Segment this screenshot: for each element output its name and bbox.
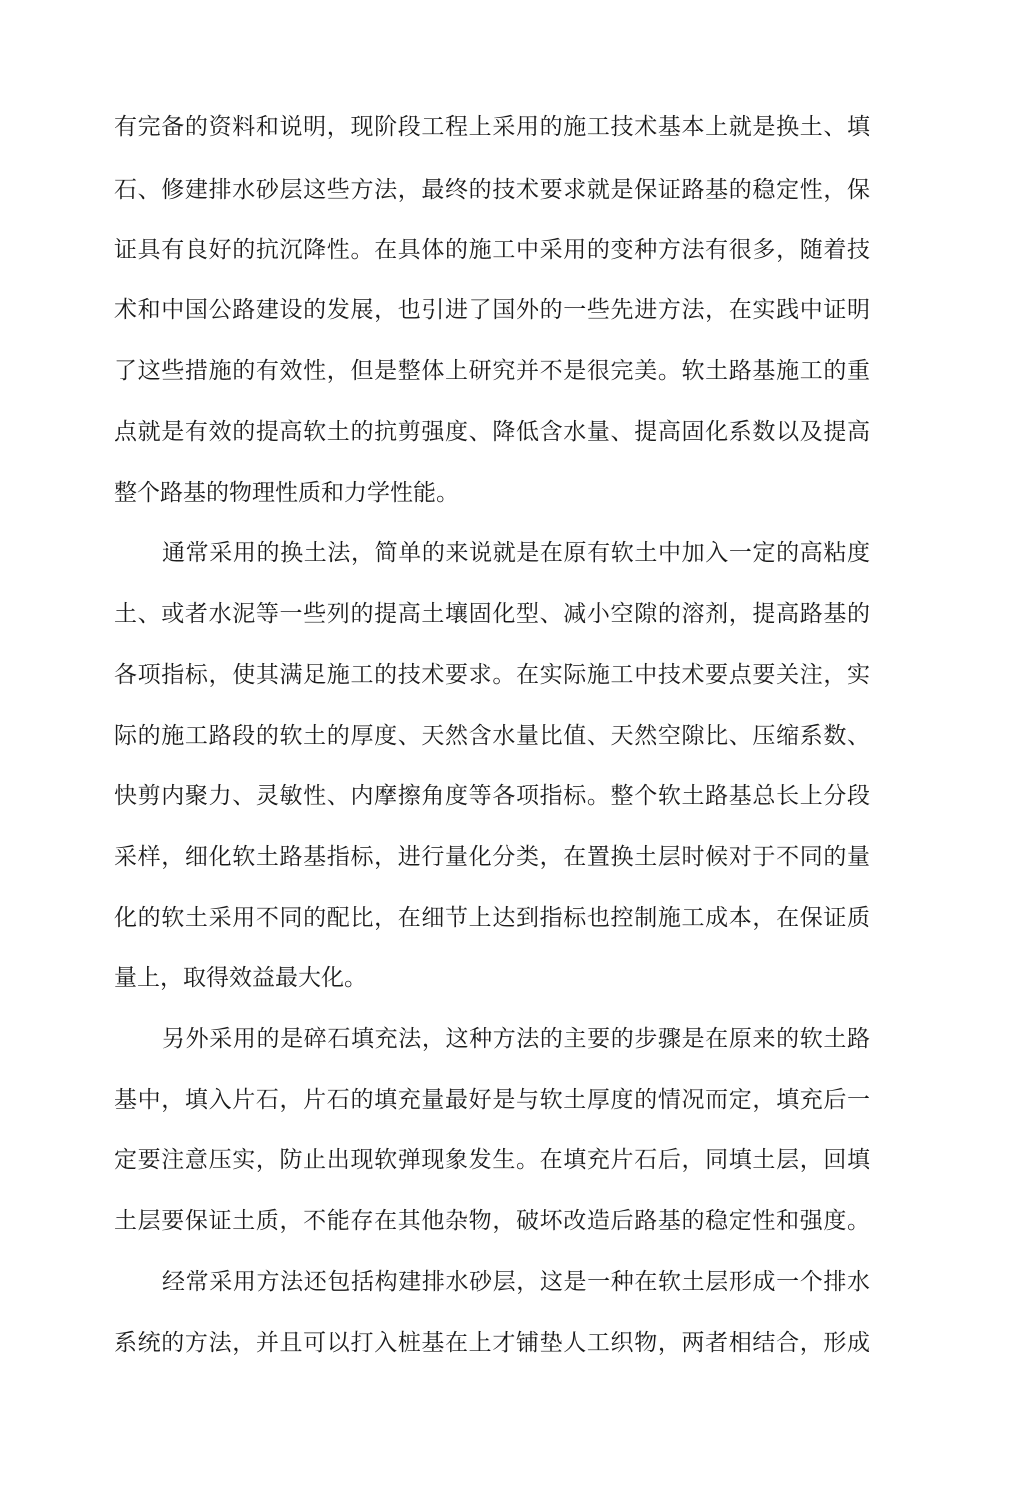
text-line: 术和中国公路建设的发展，也引进了国外的一些先进方法，在实践中证明 — [114, 297, 870, 323]
text-line: 快剪内聚力、灵敏性、内摩擦角度等各项指标。整个软土路基总长上分段 — [114, 783, 870, 809]
text-line: 整个路基的物理性质和力学性能。 — [114, 480, 459, 506]
text-line: 了这些措施的有效性，但是整体上研究并不是很完美。软土路基施工的重 — [114, 358, 870, 384]
text-line: 通常采用的换土法，简单的来说就是在原有软土中加入一定的高粘度 — [162, 540, 870, 566]
text-line: 有完备的资料和说明，现阶段工程上采用的施工技术基本上就是换土、填 — [114, 114, 870, 140]
text-line: 点就是有效的提高软土的抗剪强度、降低含水量、提高固化系数以及提高 — [114, 419, 870, 445]
text-line: 各项指标，使其满足施工的技术要求。在实际施工中技术要点要关注，实 — [114, 662, 870, 688]
text-line: 土层要保证土质，不能存在其他杂物，破坏改造后路基的稳定性和强度。 — [114, 1208, 870, 1234]
text-line: 证具有良好的抗沉降性。在具体的施工中采用的变种方法有很多，随着技 — [114, 237, 870, 263]
text-line: 采样，细化软土路基指标，进行量化分类，在置换土层时候对于不同的量 — [114, 844, 870, 870]
text-line: 基中，填入片石，片石的填充量最好是与软土厚度的情况而定，填充后一 — [114, 1087, 870, 1113]
text-line: 化的软土采用不同的配比，在细节上达到指标也控制施工成本，在保证质 — [114, 905, 870, 931]
text-line: 定要注意压实，防止出现软弹现象发生。在填充片石后，同填土层，回填 — [114, 1147, 870, 1173]
text-line: 系统的方法，并且可以打入桩基在上才铺垫人工织物，两者相结合，形成 — [114, 1330, 870, 1356]
text-line: 际的施工路段的软土的厚度、天然含水量比值、天然空隙比、压缩系数、 — [114, 723, 870, 749]
text-line: 另外采用的是碎石填充法，这种方法的主要的步骤是在原来的软土路 — [162, 1026, 870, 1052]
text-line: 石、修建排水砂层这些方法，最终的技术要求就是保证路基的稳定性，保 — [114, 177, 870, 203]
text-line: 经常采用方法还包括构建排水砂层，这是一种在软土层形成一个排水 — [162, 1269, 870, 1295]
text-line: 土、或者水泥等一些列的提高土壤固化型、减小空隙的溶剂，提高路基的 — [114, 601, 870, 627]
text-line: 量上，取得效益最大化。 — [114, 965, 367, 991]
